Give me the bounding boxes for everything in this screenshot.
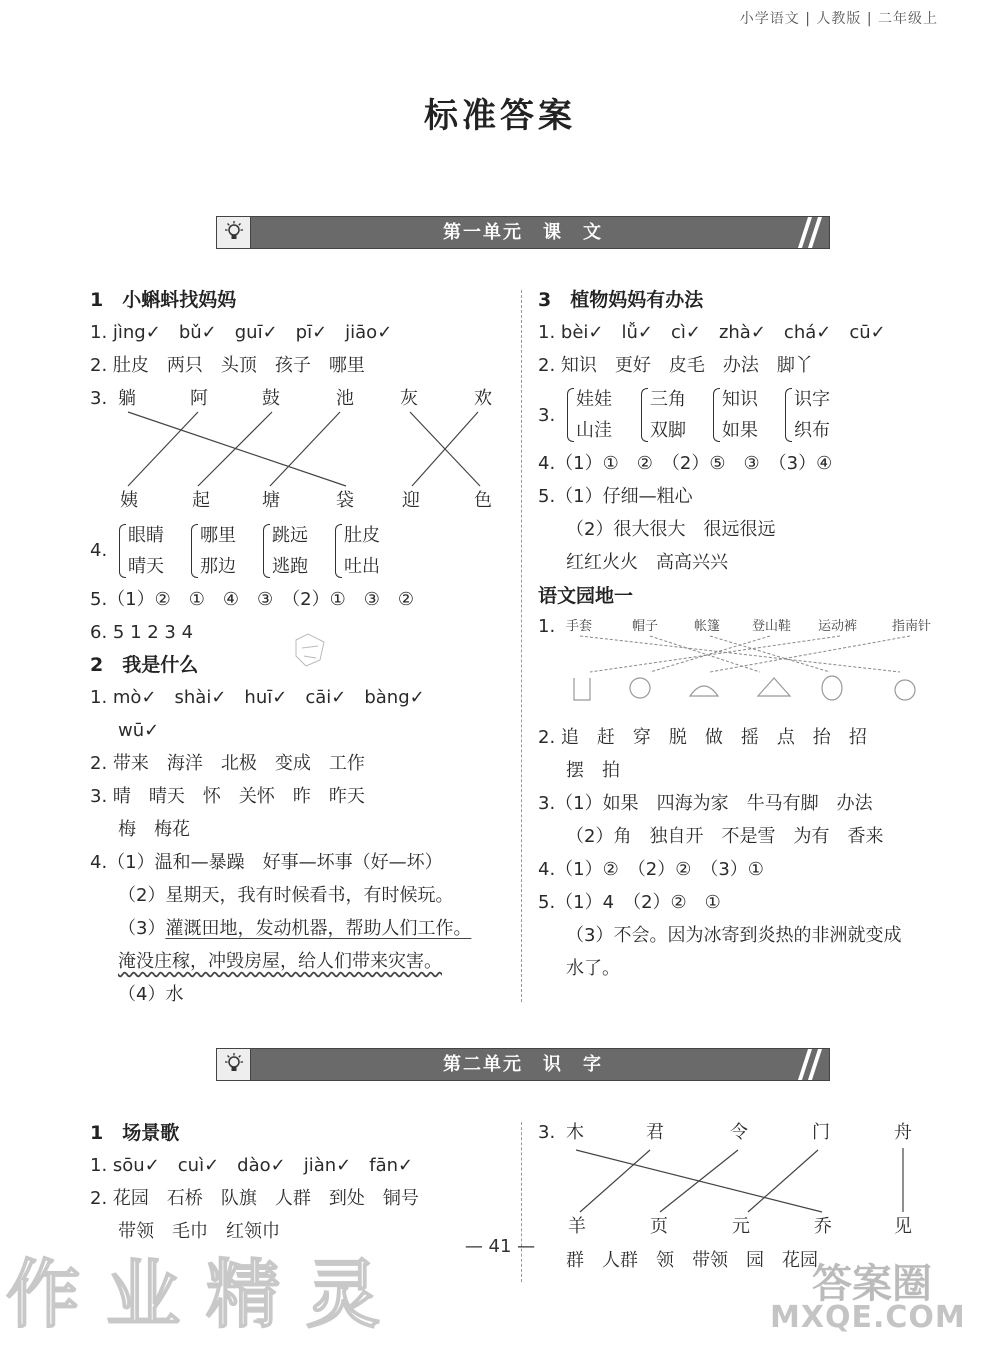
column-divider xyxy=(521,1122,522,1282)
unit-title: 第二单元 识 字 xyxy=(443,1054,603,1075)
answer-line: 水了。 xyxy=(566,958,620,979)
match-char: 舟 xyxy=(894,1122,912,1143)
answer-line: （2）角 独自开 不是雪 为有 香来 xyxy=(566,826,884,847)
answer-line: 2. 肚皮 两只 头顶 孩子 哪里 xyxy=(90,355,365,376)
picture-matching xyxy=(560,632,950,712)
watermark-logo: 答案圈 xyxy=(812,1261,932,1307)
answer-line: 摆 拍 xyxy=(566,760,620,781)
answer-line: 3. 晴 晴天 怀 关怀 昨 昨天 xyxy=(90,786,365,807)
lesson-heading: 3 植物妈妈有办法 xyxy=(538,289,704,311)
unit-banner-2 xyxy=(216,1048,830,1081)
answer-line: （3）灌溉田地，发动机器，帮助人们工作。 xyxy=(118,918,472,939)
answer-line: 2. 知识 更好 皮毛 办法 脚丫 xyxy=(538,355,813,376)
match-char: 色 xyxy=(474,490,492,511)
match-char: 乔 xyxy=(814,1216,832,1237)
match-char: 起 xyxy=(192,490,210,511)
match-word: 手套 xyxy=(566,619,593,634)
page-header: 小学语文 | 人教版 | 二年级上 xyxy=(739,11,938,27)
lesson-heading: 1 场景歌 xyxy=(90,1122,180,1144)
answer-line: 淹没庄稼，冲毁房屋，给人们带来灾害。 xyxy=(118,951,442,972)
word-pair: 肚皮 吐出 xyxy=(344,520,380,582)
shoe-icon xyxy=(690,686,718,696)
match-char: 君 xyxy=(646,1122,664,1143)
answer-line: 5.（1）4 （2）② ① xyxy=(538,892,721,913)
answer-line: 5.（1）② ① ④ ③ （2）① ③ ② xyxy=(90,589,415,610)
match-char: 元 xyxy=(732,1216,750,1237)
answer-line: 2. 带来 海洋 北极 变成 工作 xyxy=(90,753,365,774)
lesson-heading: 1 小蝌蚪找妈妈 xyxy=(90,289,237,311)
answer-line: 1. sōu✓ cuì✓ dào✓ jiàn✓ fān✓ xyxy=(90,1155,414,1176)
section-heading: 语文园地一 xyxy=(538,585,634,607)
answer-line: 2. 追 赶 穿 脱 做 摇 点 抬 招 xyxy=(538,727,867,748)
answer-line: （2）星期天，我有时候看书，有时候玩。 xyxy=(118,885,454,906)
match-char: 羊 xyxy=(568,1216,586,1237)
match-char: 门 xyxy=(812,1122,830,1143)
match-char: 欢 xyxy=(474,388,492,409)
answer-line: 带领 毛巾 红领巾 xyxy=(118,1221,280,1242)
match-char: 见 xyxy=(894,1216,912,1237)
answer-line: 1. bèi✓ lǚ✓ cì✓ zhà✓ chá✓ cū✓ xyxy=(538,322,886,343)
answer-line: 红红火火 高高兴兴 xyxy=(566,552,728,573)
word-pair: 哪里 那边 xyxy=(200,520,236,582)
trousers-icon xyxy=(822,676,842,700)
answer-line: 1. jìng✓ bǔ✓ guī✓ pī✓ jiāo✓ xyxy=(90,322,393,343)
match-char: 灰 xyxy=(400,388,418,409)
question-number: 4. xyxy=(90,540,108,561)
match-char: 姨 xyxy=(120,490,138,511)
word-pair: 跳远 逃跑 xyxy=(272,520,308,582)
answer-line: 群 人群 领 带领 园 花园 xyxy=(566,1250,818,1271)
question-number: 1. xyxy=(538,616,556,637)
match-char: 迎 xyxy=(402,490,420,511)
match-word: 指南针 xyxy=(892,619,932,634)
match-char: 鼓 xyxy=(262,388,280,409)
answer-line: （3）不会。因为冰寄到炎热的非洲就变成 xyxy=(566,925,902,946)
match-char: 木 xyxy=(566,1122,584,1143)
word-pair: 识字 织布 xyxy=(794,384,830,446)
word-pair: 知识 如果 xyxy=(722,384,758,446)
match-char: 页 xyxy=(650,1216,668,1237)
match-word: 运动裤 xyxy=(818,619,858,634)
question-number: 3. xyxy=(538,405,556,426)
match-word: 帐篷 xyxy=(694,619,721,634)
question-number: 3. xyxy=(90,388,108,409)
match-char: 令 xyxy=(730,1122,748,1143)
compass-icon xyxy=(895,680,915,700)
watermark-text: 作业精灵 xyxy=(6,1252,406,1338)
match-char: 躺 xyxy=(118,388,136,409)
answer-line: （2）很大很大 很远很远 xyxy=(566,519,776,540)
answer-line: 3.（1）如果 四海为家 牛马有脚 办法 xyxy=(538,793,873,814)
word-pair: 三角 双脚 xyxy=(650,384,686,446)
question-number: 3. xyxy=(538,1122,556,1143)
answer-line: （4）水 xyxy=(118,984,184,1005)
answer-line: 6. 5 1 2 3 4 xyxy=(90,622,194,643)
match-char: 池 xyxy=(336,388,354,409)
lesson-heading: 2 我是什么 xyxy=(90,654,199,676)
hat-icon xyxy=(630,678,650,698)
answer-line: 4.（1）② （2）② （3）① xyxy=(538,859,764,880)
answer-line: 梅 梅花 xyxy=(118,819,190,840)
word-pair: 眼睛 晴天 xyxy=(128,520,164,582)
answer-line: 1. mò✓ shài✓ huī✓ cāi✓ bàng✓ xyxy=(90,687,425,708)
match-char: 袋 xyxy=(336,490,354,511)
unit-title: 第一单元 课 文 xyxy=(443,222,603,243)
match-char: 阿 xyxy=(190,388,208,409)
answer-line: 5.（1）仔细—粗心 xyxy=(538,486,693,507)
match-word: 帽子 xyxy=(632,619,659,634)
answer-line: wū✓ xyxy=(118,720,160,741)
page-title: 标准答案 xyxy=(424,96,576,136)
glove-icon xyxy=(574,678,590,700)
answer-line: 4.（1）温和—暴躁 好事—坏事（好—坏） xyxy=(90,852,443,873)
tent-icon xyxy=(758,678,790,696)
word-pair: 娃娃 山洼 xyxy=(576,384,612,446)
answer-line: 4.（1）① ② （2）⑤ ③ （3）④ xyxy=(538,453,833,474)
page-number: — 41 — xyxy=(464,1236,536,1257)
answer-line: 2. 花园 石桥 队旗 人群 到处 铜号 xyxy=(90,1188,419,1209)
match-char: 塘 xyxy=(262,490,280,511)
match-word: 登山鞋 xyxy=(752,619,792,634)
watermark-site: MXQE.COM xyxy=(770,1300,966,1335)
